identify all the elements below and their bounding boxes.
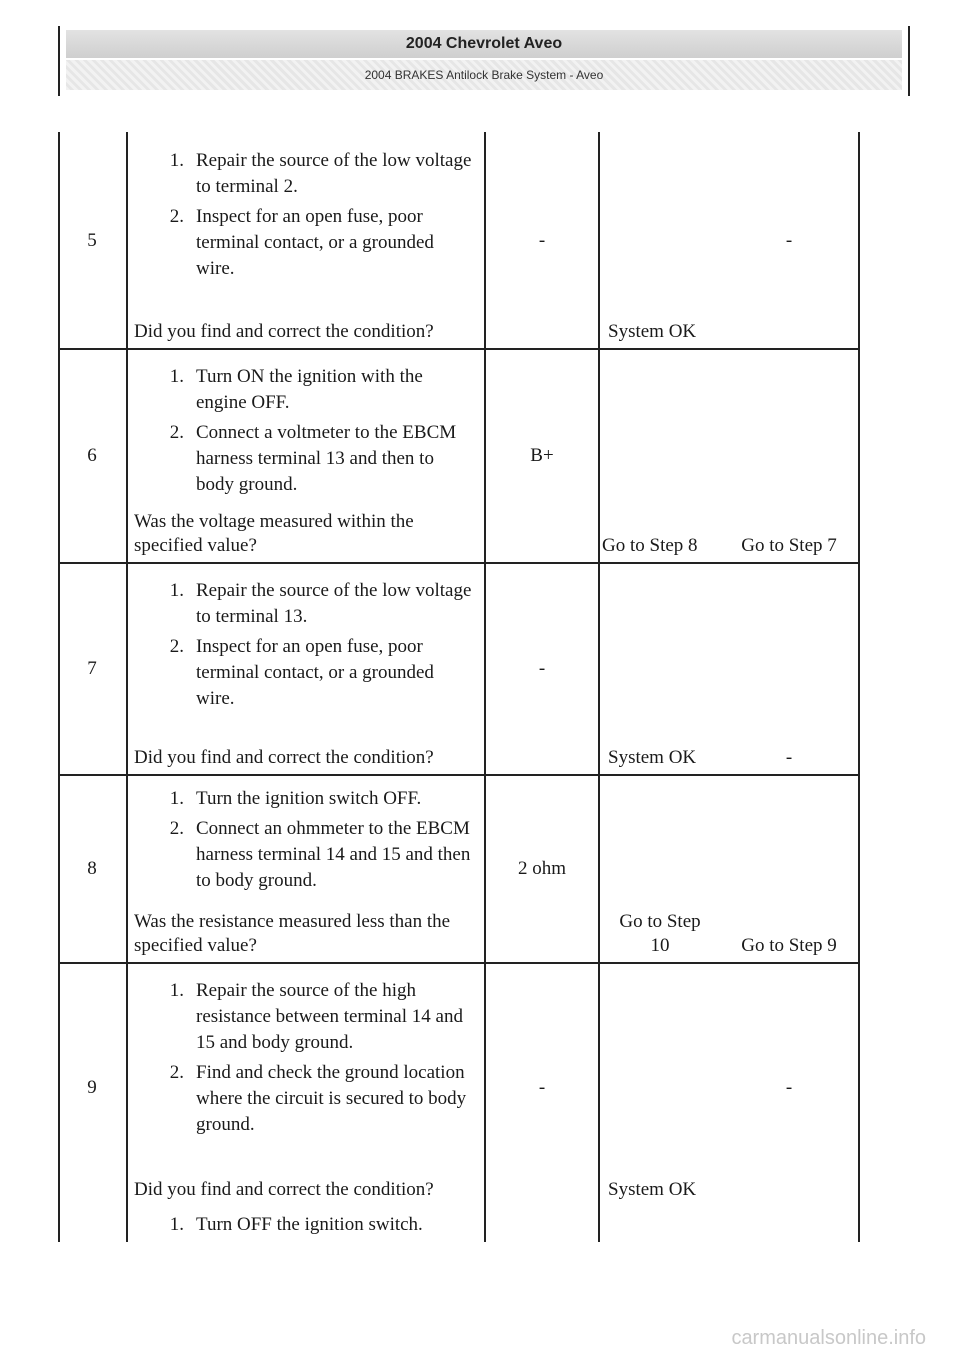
question-text: Did you find and correct the condition? [134, 747, 434, 768]
action-item: 2. Connect an ohmmeter to the EBCM harness terminal 14 and 15 and then to body ground. [169, 818, 471, 891]
action-cell [128, 134, 484, 348]
action-cell [128, 350, 484, 562]
step-number: 8 [87, 858, 97, 879]
no-cell [720, 964, 858, 1212]
action-item: 1. Turn the ignition switch OFF. [169, 788, 422, 809]
no-cell [720, 350, 858, 562]
yes-text: Go to Step 8 [602, 535, 698, 556]
value-cell: - [538, 658, 546, 679]
question-text: Was the voltage measured within the specified value? [134, 511, 414, 556]
action-item: 1. Repair the source of the low voltage to terminal 13. [169, 580, 472, 627]
value-cell: - [538, 230, 546, 251]
yes-text: System OK [608, 747, 697, 768]
action-list [148, 978, 474, 1142]
no-cell [720, 134, 858, 348]
value-cell: 2 ohm [517, 858, 567, 879]
action-list [148, 364, 474, 502]
step-number: 5 [87, 230, 97, 251]
next-row-action-list [148, 1212, 474, 1238]
question-text: Did you find and correct the condition? [134, 1179, 434, 1200]
document-header [58, 26, 910, 96]
step-number: 6 [87, 445, 97, 466]
yes-cell [600, 564, 720, 774]
action-item: 1. Repair the source of the high resistance between terminal 14 and 15 and body ground. [169, 980, 463, 1053]
action-cell [128, 964, 484, 1242]
table-row [58, 564, 860, 774]
step-number: 9 [87, 1077, 97, 1098]
action-item: 1. Turn ON the ignition with the engine OFF. [169, 366, 423, 413]
table-row [58, 350, 860, 562]
action-item: 1. Repair the source of the low voltage to terminal 2. [169, 150, 472, 197]
action-item: 2. Find and check the ground location where the circuit is secured to body ground. [169, 1062, 467, 1135]
step-number: 7 [87, 658, 97, 679]
action-item: 1. Turn OFF the ignition switch. [169, 1214, 423, 1235]
table-row [58, 776, 860, 962]
action-list [148, 786, 474, 898]
table-row [58, 964, 860, 1242]
table-row [58, 134, 860, 348]
value-cell: - [538, 1077, 546, 1098]
document-title: 2004 Chevrolet Aveo [66, 30, 902, 58]
yes-cell [600, 350, 720, 562]
action-item: 2. Inspect for an open fuse, poor terminal contact, or a grounded wire. [169, 206, 434, 279]
question-text: Was the resistance measured less than the specified value? [134, 911, 451, 956]
action-list [148, 148, 474, 286]
no-text: - [785, 747, 793, 768]
no-text: - [785, 230, 793, 251]
no-text: Go to Step 7 [741, 535, 837, 556]
action-cell [128, 564, 484, 774]
yes-cell [600, 776, 720, 962]
value-cell: B+ [530, 445, 554, 466]
yes-text: Go to Step 10 [619, 911, 701, 956]
no-text: Go to Step 9 [741, 935, 837, 956]
action-list [148, 578, 474, 716]
action-item: 2. Inspect for an open fuse, poor terminal contact, or a grounded wire. [169, 636, 434, 709]
watermark: carmanualsonline.info [731, 1327, 926, 1349]
yes-cell [600, 134, 720, 348]
action-cell [128, 776, 484, 962]
question-text: Did you find and correct the condition? [134, 321, 434, 342]
yes-text: System OK [608, 1179, 697, 1200]
no-cell [720, 776, 858, 962]
action-item: 2. Connect a voltmeter to the EBCM harness terminal 13 and then to body ground. [169, 422, 457, 495]
yes-cell [600, 964, 720, 1242]
no-text: - [785, 1077, 793, 1098]
yes-text: System OK [608, 321, 697, 342]
no-cell [720, 564, 858, 774]
document-subtitle: 2004 BRAKES Antilock Brake System - Aveo [66, 60, 902, 90]
